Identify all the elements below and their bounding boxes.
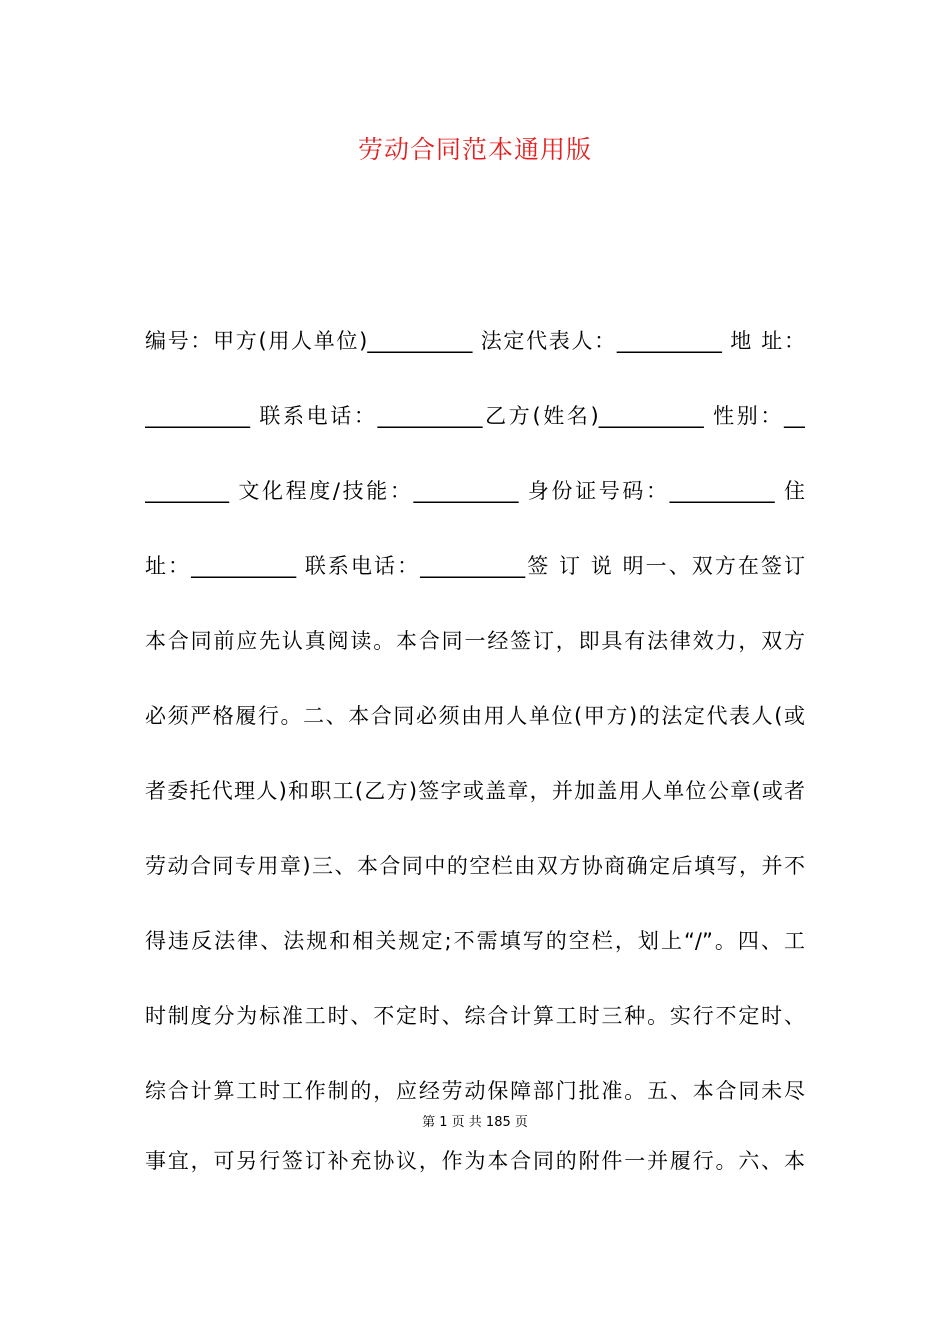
body-line: 本合同前应先认真阅读。本合同一经签订，即具有法律效力，双方 bbox=[145, 629, 805, 653]
body-line: 综合计算工时工作制的，应经劳动保障部门批准。五、本合同未尽 bbox=[145, 1079, 805, 1103]
body-line: 事宜，可另行签订补充协议，作为本合同的附件一并履行。六、本 bbox=[145, 1149, 805, 1173]
body-line: __________ 联系电话：__________乙方(姓名)__________ 性别：__ bbox=[145, 404, 805, 428]
body-line: 址：__________ 联系电话：__________签 订 说 明一、双方在签订 bbox=[145, 554, 805, 578]
body-line: ________ 文化程度/技能：__________ 身份证号码：__________ 住 bbox=[145, 479, 805, 503]
body-line: 劳动合同专用章)三、本合同中的空栏由双方协商确定后填写，并不 bbox=[145, 854, 805, 878]
body-line: 编号：甲方(用人单位)__________ 法定代表人：__________ 地 址： bbox=[145, 329, 805, 353]
body-line: 必须严格履行。二、本合同必须由用人单位(甲方)的法定代表人(或 bbox=[145, 704, 805, 728]
document-title: 劳动合同范本通用版 bbox=[357, 135, 592, 164]
page-number-footer: 第 1 页 共 185 页 bbox=[422, 1115, 528, 1130]
body-line: 得违反法律、法规和相关规定;不需填写的空栏，划上“/”。四、工 bbox=[145, 929, 805, 953]
body-line: 者委托代理人)和职工(乙方)签字或盖章，并加盖用人单位公章(或者 bbox=[145, 779, 805, 803]
body-line: 时制度分为标准工时、不定时、综合计算工时三种。实行不定时、 bbox=[145, 1004, 805, 1028]
document-body bbox=[145, 323, 805, 1148]
